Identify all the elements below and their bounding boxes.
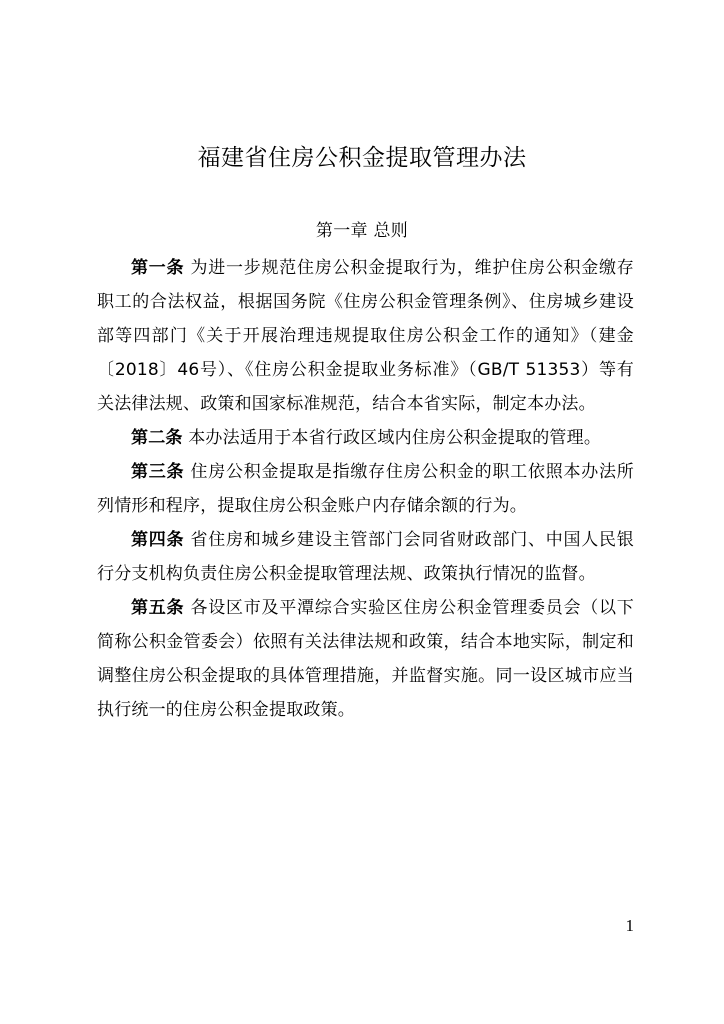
article-number: 第二条 — [131, 428, 183, 448]
article-number: 第四条 — [131, 530, 185, 550]
document-title: 福建省住房公积金提取管理办法 — [197, 145, 527, 171]
chapter-heading: 第一章 总则 — [315, 221, 409, 241]
article-text: 省住房和城乡建设主管部门会同省财政部门、中国人民银行分支机构负责住房公积金提取管理法规、政策执行情况的监督。 — [97, 530, 634, 584]
article-text: 住房公积金提取是指缴存住房公积金的职工依照本办法所列情形和程序，提取住房公积金账户内存储余额的行为。 — [97, 462, 634, 516]
article-3 — [97, 455, 634, 523]
page-number: 1 — [625, 916, 634, 935]
article-text: 本办法适用于本省行政区域内住房公积金提取的管理。 — [188, 428, 602, 448]
article-number: 第五条 — [131, 598, 185, 618]
article-4 — [97, 523, 634, 591]
article-text: 为进一步规范住房公积金提取行为，维护住房公积金缴存职工的合法权益，根据国务院《住房公积金管理条例》、住房城乡建设部等四部门《关于开展治理违规提取住房公积金工作的通知》（建金〔2018〕46号）、《住房公积金提取业务标准》（GB/T 51353）等有关法律法规、政策和国家标准规范，结合本省实际，制定本办法。 — [97, 258, 634, 414]
article-number: 第三条 — [131, 462, 185, 482]
article-5 — [97, 591, 634, 727]
article-text: 各设区市及平潭综合实验区住房公积金管理委员会（以下简称公积金管委会）依照有关法律法规和政策，结合本地实际，制定和调整住房公积金提取的具体管理措施，并监督实施。同一设区城市应当执行统一的住房公积金提取政策。 — [97, 598, 634, 720]
document-body — [97, 251, 634, 727]
article-1 — [97, 251, 634, 421]
article-2 — [97, 421, 634, 455]
article-number: 第一条 — [131, 258, 185, 278]
